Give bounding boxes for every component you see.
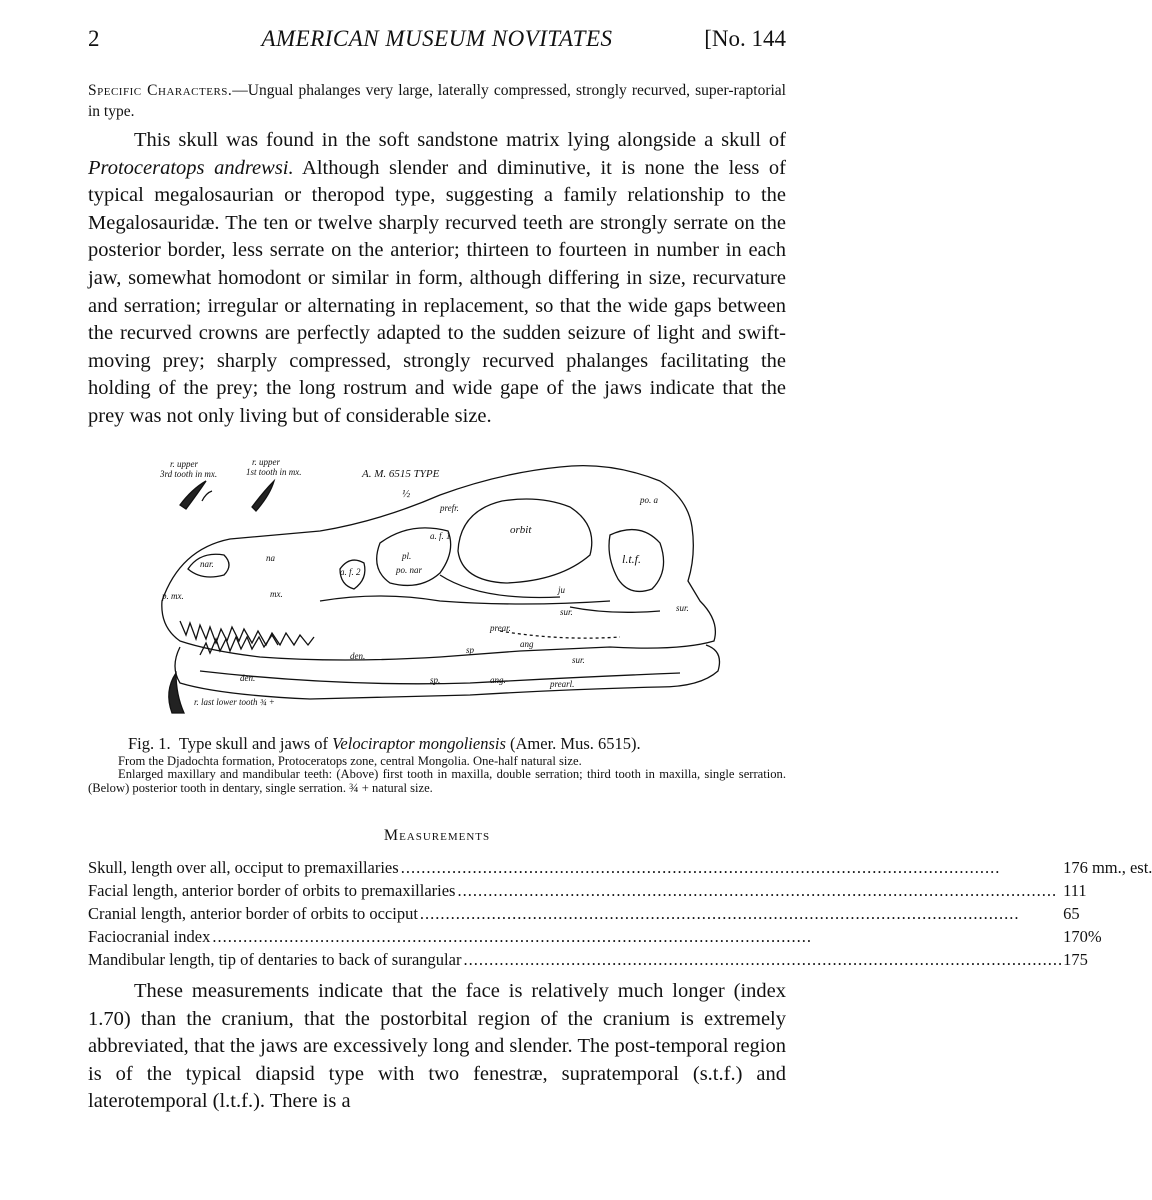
measurement-label-cell	[88, 924, 1063, 947]
body-paragraph-1	[88, 127, 786, 431]
measurement-value: 175	[1063, 950, 1088, 970]
issue-number: [No. 144	[704, 26, 786, 51]
caption-text: (Amer. Mus. 6515).	[505, 733, 641, 753]
body-paragraph-2: These measurements indicate that the face is relatively much longer (index 1.70) than the cranium, that the postorbital region of the cranium is extremely abbreviated, that the jaws are excessively long and slender. The post-temporal region is of the typical diapsid type with two fenestræ, supratemporal (s.t.f.) and laterotemporal (l.t.f.). There is a	[88, 980, 786, 1113]
label-last-tooth: r. last lower tooth ¾ +	[194, 696, 275, 707]
measurement-row	[88, 924, 1152, 947]
label-ang: ang	[520, 638, 534, 649]
paragraph-text: This skull was found in the soft sandstone matrix lying alongside a skull of	[134, 129, 786, 151]
page	[88, 26, 1152, 1116]
measurement-label-cell	[88, 901, 1063, 924]
figure-caption	[88, 733, 786, 796]
leader-dots	[463, 950, 1063, 970]
specific-characters-label: Specific Characters.	[88, 82, 233, 99]
measurements-table	[88, 855, 1152, 970]
label-den: den.	[350, 650, 366, 661]
running-header	[88, 26, 786, 60]
specific-characters-text: —Ungual phalanges very large, laterally compressed, strongly recurved, super-raptorial in type.	[88, 82, 786, 120]
label-orbit: orbit	[510, 523, 532, 536]
label-upper-1st-b: 1st tooth in mx.	[246, 466, 302, 477]
label-sp: sp	[466, 644, 475, 655]
leader-dots	[457, 881, 1063, 901]
label-prear2: prearl.	[550, 678, 575, 689]
caption-text: Type skull and jaws of	[178, 733, 333, 753]
leader-dots	[401, 858, 1063, 878]
measurement-value: 176 mm., est.	[1063, 858, 1152, 878]
label-mx: mx.	[270, 588, 283, 599]
measurement-label-cell	[88, 855, 1063, 878]
caption-title	[88, 733, 786, 755]
caption-fig-number: Fig. 1.	[128, 733, 171, 753]
caption-line: Enlarged maxillary and mandibular teeth: (Above) first tooth in maxilla, double serration; third tooth in maxilla, single serration. (Below) posterior tooth in dentary, single serration. ¾ + natural size.	[88, 767, 786, 795]
leader-dots	[420, 904, 1063, 924]
measurement-value: 65	[1063, 904, 1080, 924]
label-type: A. M. 6515 TYPE	[362, 467, 440, 480]
leader-dots	[212, 927, 1063, 947]
measurement-row	[88, 878, 1152, 901]
skull-figure	[88, 451, 786, 723]
label-sp2: sp.	[430, 674, 441, 685]
measurement-label: Mandibular length, tip of dentaries to back of surangular	[88, 950, 462, 970]
measurements-title: Measurements	[383, 827, 491, 845]
label-sur3: sur.	[572, 654, 585, 665]
label-sur2: sur.	[676, 602, 689, 613]
caption-line: From the Djadochta formation, Protoceratops zone, central Mongolia. One-half natural size.	[118, 753, 582, 768]
measurement-label: Skull, length over all, occiput to premaxillaries	[88, 858, 399, 878]
label-prefr: prefr.	[440, 502, 459, 513]
label-ltf: l.t.f.	[622, 551, 642, 566]
label-ang2: ang.	[490, 674, 506, 685]
running-title: AMERICAN MUSEUM NOVITATES	[261, 26, 613, 51]
label-po-a: po. a	[640, 494, 658, 505]
measurement-label: Cranial length, anterior border of orbits to occiput	[88, 904, 418, 924]
measurement-value: 111	[1063, 881, 1087, 901]
measurement-label-cell	[88, 878, 1063, 901]
velociraptor-skull-drawing	[140, 451, 740, 723]
label-pl: pl.	[402, 550, 412, 561]
label-na: na	[266, 552, 275, 563]
measurement-label: Facial length, anterior border of orbits to premaxillaries	[88, 881, 456, 901]
label-scale: ½	[402, 487, 411, 500]
measurement-label-cell	[88, 947, 1063, 970]
caption-species: Velociraptor mongoliensis	[332, 733, 506, 753]
label-nar: nar.	[200, 558, 214, 569]
label-pmx: p. mx.	[162, 590, 184, 601]
measurement-row	[88, 947, 1152, 970]
label-po-nar: po. nar	[396, 564, 423, 575]
measurement-row	[88, 901, 1152, 924]
paragraph-text: Although slender and diminutive, it is none the less of typical megalosaurian or theropod type, suggesting a family relationship to the Megalosauridæ. The ten or twelve sharply recurved teeth are strongly serrate on the posterior border, less serrate on the anterior; thirteen to fourteen in number in each jaw, somewhat homodont or similar in form, although differing in size, recurvature and serration; irregular or alternating in replacement, so that the wide gaps between the recurved crowns are perfectly adapted to the sudden seizure of light and swift-moving prey; sharply compressed, strongly recurved phalanges facilitating the holding of the prey; the long rostrum and wide gape of the jaws indicate that the prey was not only living but of considerable size.	[88, 156, 786, 427]
species-name: Protoceratops andrewsi.	[88, 156, 294, 179]
label-upper-3rd: r. upper	[170, 458, 199, 469]
measurement-label: Faciocranial index	[88, 927, 211, 947]
caption-details	[88, 755, 786, 796]
page-number: 2	[88, 26, 100, 51]
label-af2: a. f. 2	[340, 566, 361, 577]
label-ju: ju	[558, 584, 566, 595]
label-prear: prear.	[490, 622, 511, 633]
measurement-value: 170%	[1063, 927, 1102, 947]
label-upper-1st: r. upper	[252, 456, 281, 467]
label-af1: a. f. 1	[430, 530, 451, 541]
measurement-row	[88, 855, 1152, 878]
specific-characters	[88, 80, 786, 122]
label-den2: den.	[240, 672, 256, 683]
label-upper-3rd-b: 3rd tooth in mx.	[160, 468, 218, 479]
label-sur: sur.	[560, 606, 573, 617]
